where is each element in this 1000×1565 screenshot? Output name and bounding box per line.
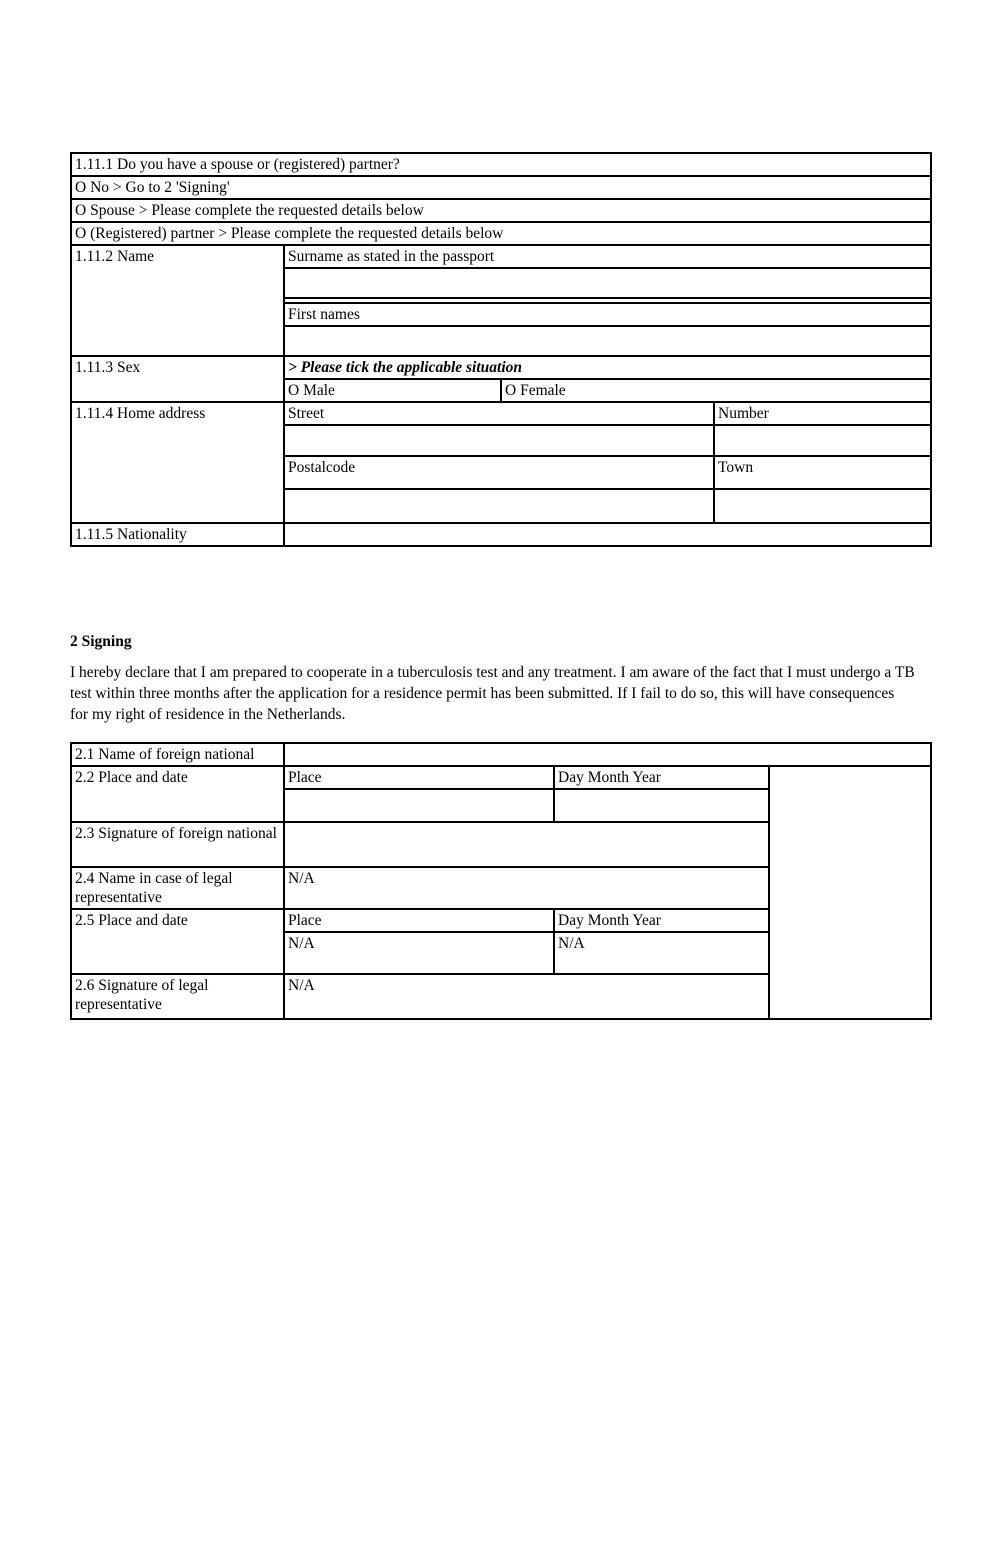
name-label-cell: 1.11.2 Name: [71, 245, 284, 356]
signature-foreign-label-cell: 2.3 Signature of foreign national: [71, 822, 284, 867]
option-male[interactable]: O Male: [284, 379, 501, 402]
sex-instruction-cell: > Please tick the applicable situation: [284, 356, 931, 379]
signing-heading: 2 Signing: [70, 633, 132, 650]
town-input-cell[interactable]: [714, 489, 931, 523]
legal-name-value-cell[interactable]: N/A: [284, 867, 769, 909]
form-page: [0, 152, 1000, 1565]
postalcode-input-cell[interactable]: [284, 489, 714, 523]
street-input-cell[interactable]: [284, 425, 714, 456]
first-names-input-cell[interactable]: [284, 326, 931, 356]
option-registered-partner[interactable]: O (Registered) partner > Please complete the requested details below: [71, 222, 931, 245]
name-foreign-national-input[interactable]: [284, 743, 931, 766]
legal-place-value-cell[interactable]: N/A: [284, 932, 554, 974]
street-label-cell: Street: [284, 402, 714, 425]
signing-table: [70, 742, 932, 1020]
name-foreign-national-label: 2.1 Name of foreign national: [71, 743, 284, 766]
declaration-text: I hereby declare that I am prepared to cooperate in a tuberculosis test and any treatment. I am aware of the fact that I must undergo a TB test within three months after the application for a residence permit has been submitted. If I fail to do so, this will have consequences for my right of residence in the Netherlands.: [70, 664, 915, 723]
question-spouse-partner: 1.11.1 Do you have a spouse or (registered) partner?: [71, 153, 931, 176]
first-names-label-cell: First names: [284, 303, 931, 326]
legal-name-label-cell: 2.4 Name in case of legal representative: [71, 867, 284, 909]
date-input-cell[interactable]: [554, 789, 769, 822]
day-month-year-label-cell: Day Month Year: [554, 766, 769, 789]
surname-label-cell: Surname as stated in the passport: [284, 245, 931, 268]
option-female[interactable]: O Female: [501, 379, 931, 402]
option-spouse[interactable]: O Spouse > Please complete the requested details below: [71, 199, 931, 222]
legal-place-date-label-cell: 2.5 Place and date: [71, 909, 284, 974]
town-label-cell: Town: [714, 456, 931, 489]
side-blank-cell: [769, 766, 931, 1019]
place-date-label-cell: 2.2 Place and date: [71, 766, 284, 822]
postalcode-label-cell: Postalcode: [284, 456, 714, 489]
place-label-cell: Place: [284, 766, 554, 789]
legal-signature-value-cell[interactable]: N/A: [284, 974, 769, 1019]
legal-day-month-year-label-cell: Day Month Year: [554, 909, 769, 932]
option-no[interactable]: O No > Go to 2 'Signing': [71, 176, 931, 199]
number-input-cell[interactable]: [714, 425, 931, 456]
nationality-label-cell: 1.11.5 Nationality: [71, 523, 284, 546]
legal-place-label-cell: Place: [284, 909, 554, 932]
signature-foreign-input-cell[interactable]: [284, 822, 769, 867]
nationality-input-cell[interactable]: [284, 523, 931, 546]
legal-signature-label-cell: 2.6 Signature of legal representative: [71, 974, 284, 1019]
sex-label-cell: 1.11.3 Sex: [71, 356, 284, 402]
legal-date-value-cell[interactable]: N/A: [554, 932, 769, 974]
home-address-label-cell: 1.11.4 Home address: [71, 402, 284, 523]
partner-details-table: [70, 152, 932, 547]
surname-input-cell[interactable]: [284, 268, 931, 298]
number-label-cell: Number: [714, 402, 931, 425]
place-input-cell[interactable]: [284, 789, 554, 822]
